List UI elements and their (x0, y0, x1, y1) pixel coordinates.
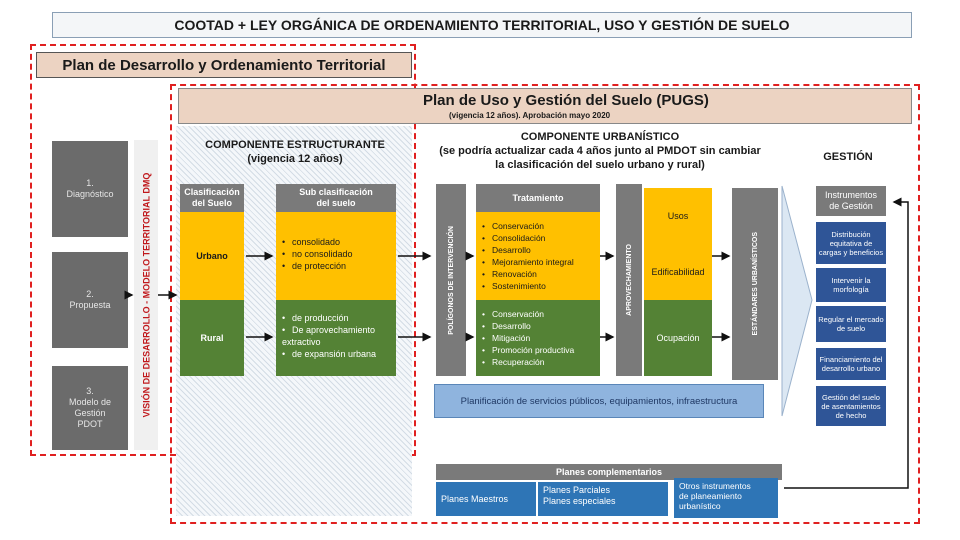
poligonos-label: POLÍGONOS DE INTERVENCIÓN (447, 225, 455, 335)
list-item: • consolidado (282, 236, 396, 248)
urbano-cell: Urbano (180, 212, 244, 300)
clasificacion-header: Clasificación del Suelo (180, 184, 244, 212)
list-item: • Promoción productiva (482, 344, 600, 356)
list-item: • De aprovechamiento extractivo (282, 324, 394, 348)
list-item: • no consolidado (282, 248, 396, 260)
estandares-label: ESTÁNDARES URBANÍSTICOS (751, 232, 759, 336)
urbanistico-title: COMPONENTE URBANÍSTICO (se podría actualizar cada 4 años junto al PMDOT sin cambiar la clasificación del suelo urbano y rural) (439, 131, 761, 171)
gestion-title: GESTIÓN (823, 151, 873, 163)
list-item: • de expansión urbana (282, 348, 394, 360)
planificacion-box: Planificación de servicios públicos, equipamientos, infraestructura (434, 384, 764, 418)
step-diagnostico: 1. Diagnóstico (52, 141, 128, 237)
list-item: • Recuperación (482, 356, 600, 368)
list-item: • Sostenimiento (482, 280, 600, 292)
list-item: • Desarrollo (482, 320, 600, 332)
usos-label: Usos (667, 211, 689, 221)
list-item: • Desarrollo (482, 244, 600, 256)
main-title: COOTAD + LEY ORGÁNICA DE ORDENAMIENTO TERRITORIAL, USO Y GESTIÓN DE SUELO (52, 12, 912, 38)
ocupacion-cell: Ocupación (644, 300, 712, 376)
subclasificacion-header: Sub clasificación del suelo (276, 184, 396, 212)
gestion-item: Distribución equitativa de cargas y beneficios (816, 222, 886, 264)
gestion-item: Intervenir la morfología (816, 268, 886, 302)
list-item: • Conservación (482, 308, 600, 320)
edificabilidad-label: Edificabilidad (651, 267, 705, 277)
instrumentos-header: Instrumentos de Gestión (816, 186, 886, 216)
list-item: • de protección (282, 260, 396, 272)
list-item: • Conservación (482, 220, 600, 232)
gestion-item: Regular el mercado de suelo (816, 306, 886, 342)
vision-modelo-label: VISIÓN DE DESARROLLO - MODELO TERRITORIAL DMQ (141, 172, 151, 418)
aprovechamiento-label: APROVECHAMIENTO (625, 244, 633, 316)
otros-instrumentos: Otros instrumentos de planeamiento urbanístico (674, 478, 778, 518)
planes-parciales: Planes Parciales Planes especiales (538, 482, 668, 516)
pugs-subtitle: (vigencia 12 años). Aprobación mayo 2020 (449, 111, 611, 120)
pdot-title: Plan de Desarrollo y Ordenamiento Territorial (36, 52, 412, 78)
pugs-title: Plan de Uso y Gestión del Suelo (PUGS) (423, 92, 709, 109)
rural-cell: Rural (180, 300, 244, 376)
list-item: • Consolidación (482, 232, 600, 244)
list-item: • de producción (282, 312, 394, 324)
list-item: • Renovación (482, 268, 600, 280)
tratamiento-header: Tratamiento (476, 184, 600, 212)
planes-header: Planes complementarios (436, 464, 782, 480)
arrow (784, 202, 908, 488)
list-item: • Mitigación (482, 332, 600, 344)
gestion-item: Financiamiento del desarrollo urbano (816, 348, 886, 380)
gestion-chevron (782, 186, 812, 416)
gestion-item: Gestión del suelo de asentamientos de hecho (816, 386, 886, 426)
step-modelo-gestion: 3. Modelo de Gestión PDOT (52, 366, 128, 450)
estructurante-title: COMPONENTE ESTRUCTURANTE (vigencia 12 años) (205, 139, 385, 165)
step-propuesta: 2. Propuesta (52, 252, 128, 348)
planes-maestros: Planes Maestros (436, 482, 536, 516)
list-item: • Mejoramiento integral (482, 256, 600, 268)
